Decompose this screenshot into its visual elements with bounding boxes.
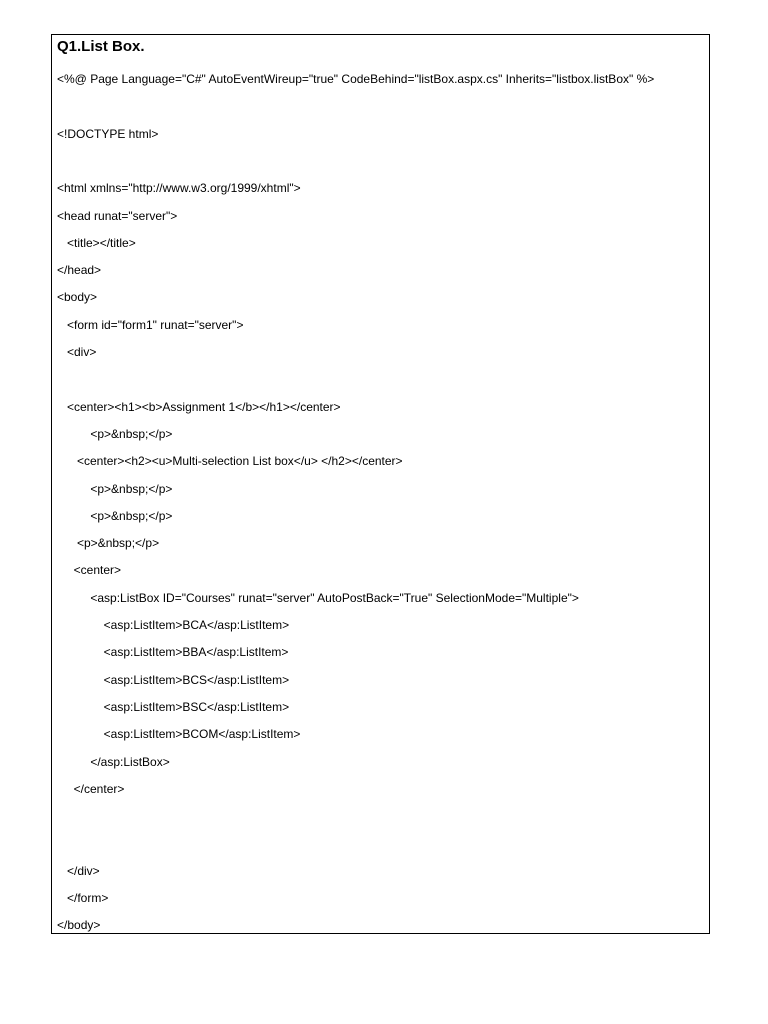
code-line: </center> — [57, 781, 125, 796]
code-line: <html xmlns="http://www.w3.org/1999/xhtml"> — [57, 181, 301, 196]
code-line: <p>&nbsp;</p> — [57, 536, 160, 551]
code-line: <div> — [57, 345, 97, 359]
code-line: <asp:ListItem>BSC</asp:ListItem> — [57, 699, 290, 714]
code-line: <form id="form1" runat="server"> — [57, 317, 244, 332]
code-line: <asp:ListItem>BCA</asp:ListItem> — [57, 618, 290, 632]
code-line: <body> — [57, 290, 98, 305]
code-line: <p>&nbsp;</p> — [57, 481, 173, 496]
document-heading: Q1.List Box. — [57, 38, 145, 55]
code-line: </body> — [57, 918, 101, 933]
code-line: <asp:ListItem>BCS</asp:ListItem> — [57, 672, 290, 687]
code-line: </form> — [57, 891, 109, 905]
code-line: <p>&nbsp;</p> — [57, 426, 173, 441]
code-line: <asp:ListItem>BBA</asp:ListItem> — [57, 645, 289, 660]
code-line: <asp:ListBox ID="Courses" runat="server" AutoPostBack="True" SelectionMode="Multiple"> — [57, 590, 579, 605]
code-line: <asp:ListItem>BCOM</asp:ListItem> — [57, 727, 301, 742]
code-line: <center><h2><u>Multi-selection List box</u> </h2></center> — [57, 454, 403, 469]
document-box — [51, 34, 710, 934]
code-line: <center><h1><b>Assignment 1</b></h1></center> — [57, 399, 341, 414]
code-line: <title></title> — [57, 235, 136, 250]
code-line: <!DOCTYPE html> — [57, 126, 159, 141]
code-line: <p>&nbsp;</p> — [57, 508, 173, 523]
code-line: </asp:ListBox> — [57, 754, 170, 769]
code-line: <%@ Page Language="C#" AutoEventWireup="true" CodeBehind="listBox.aspx.cs" Inherits="listbox.listBox" %> — [57, 72, 655, 86]
code-line: <head runat="server"> — [57, 208, 178, 223]
code-line: </div> — [57, 863, 100, 878]
code-line: </head> — [57, 263, 102, 278]
code-line: <center> — [57, 563, 122, 578]
